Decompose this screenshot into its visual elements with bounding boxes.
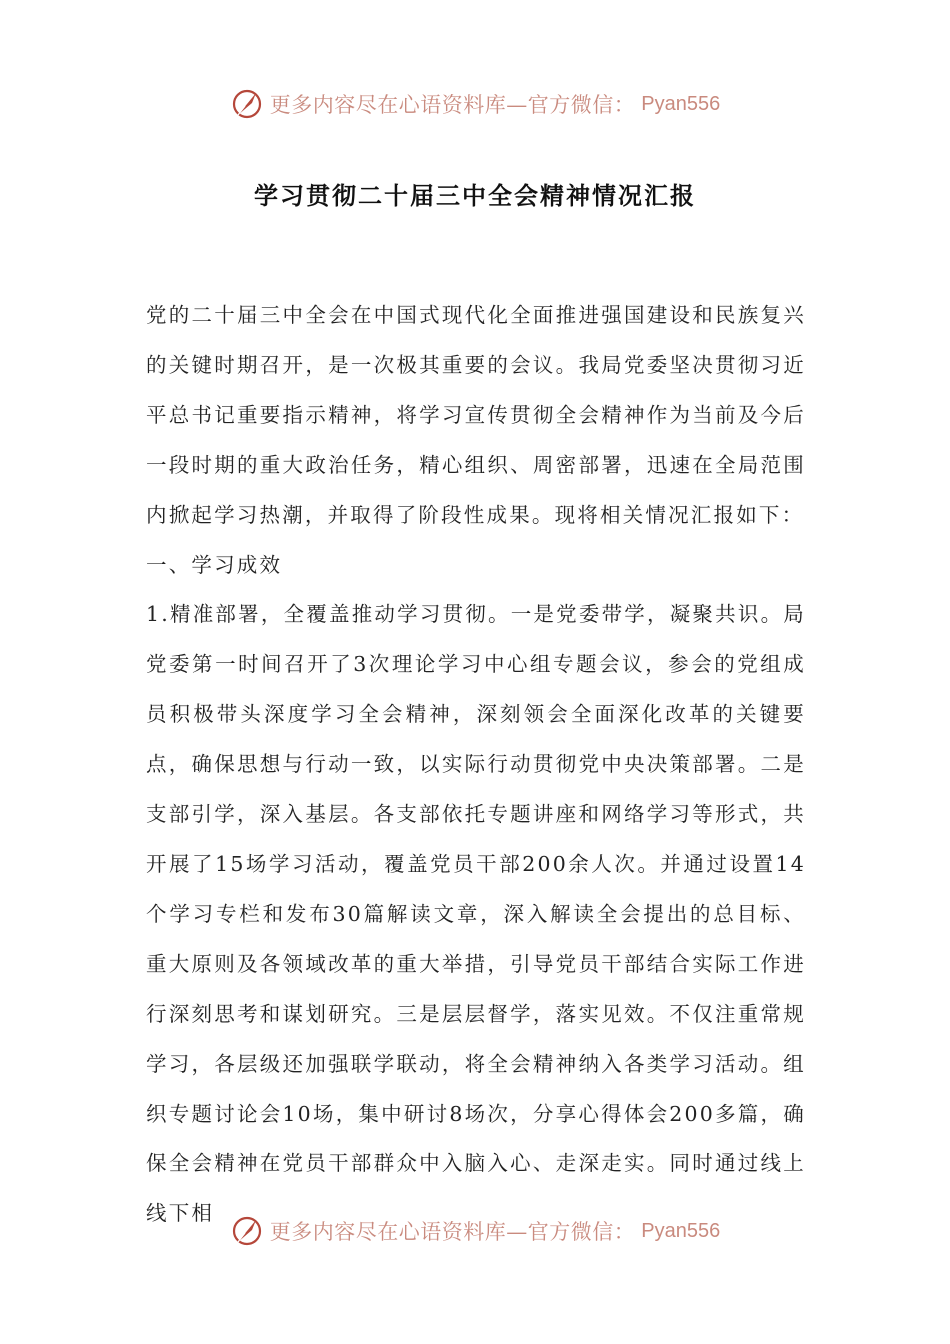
watermark-header xyxy=(0,84,950,124)
section-heading: 一、学习成效 xyxy=(146,552,283,577)
quill-logo-icon xyxy=(230,87,264,121)
watermark-text: 更多内容尽在心语资料库—官方微信： xyxy=(269,93,636,117)
watermark-footer xyxy=(0,1211,950,1251)
paragraph-item-1: 1.精准部署，全覆盖推动学习贯彻。一是党委带学，凝聚共识。局党委第一时间召开了3次理论学习中心组专题会议，参会的党组成员积极带头深度学习全会精神，深刻领会全面深化改革的关键要点，确保思想与行动一致，以实际行动贯彻党中央决策部署。二是支部引学，深入基层。各支部依托专题讲座和网络学习等形式，共开展了15场学习活动，覆盖党员干部200余人次。并通过设置14个学习专栏和发布30篇解读文章，深入解读全会提出的总目标、重大原则及各领域改革的重大举措，引导党员干部结合实际工作进行深刻思考和谋划研究。三是层层督学，落实见效。不仅注重常规学习，各层级还加强联学联动，将全会精神纳入各类学习活动。组织专题讨论会10场，集中研讨8场次，分享心得体会200多篇，确保全会精神在党员干部群众中入脑入心、走深走实。同时通过线上线下相 xyxy=(146,602,806,1226)
document-title: 学习贯彻二十届三中全会精神情况汇报 xyxy=(254,182,696,210)
paragraph-intro: 党的二十届三中全会在中国式现代化全面推进强国建设和民族复兴的关键时期召开，是一次极其重要的会议。我局党委坚决贯彻习近平总书记重要指示精神，将学习宣传贯彻全会精神作为当前及今后一段时期的重大政治任务，精心组织、周密部署，迅速在全局范围内掀起学习热潮，并取得了阶段性成果。现将相关情况汇报如下： xyxy=(146,303,806,527)
document-body xyxy=(146,291,806,1239)
watermark-wechat-id: Pyan556 xyxy=(641,1219,721,1242)
quill-logo-icon xyxy=(230,1214,264,1248)
watermark-text: 更多内容尽在心语资料库—官方微信： xyxy=(269,1220,636,1244)
watermark-wechat-id: Pyan556 xyxy=(641,92,721,115)
